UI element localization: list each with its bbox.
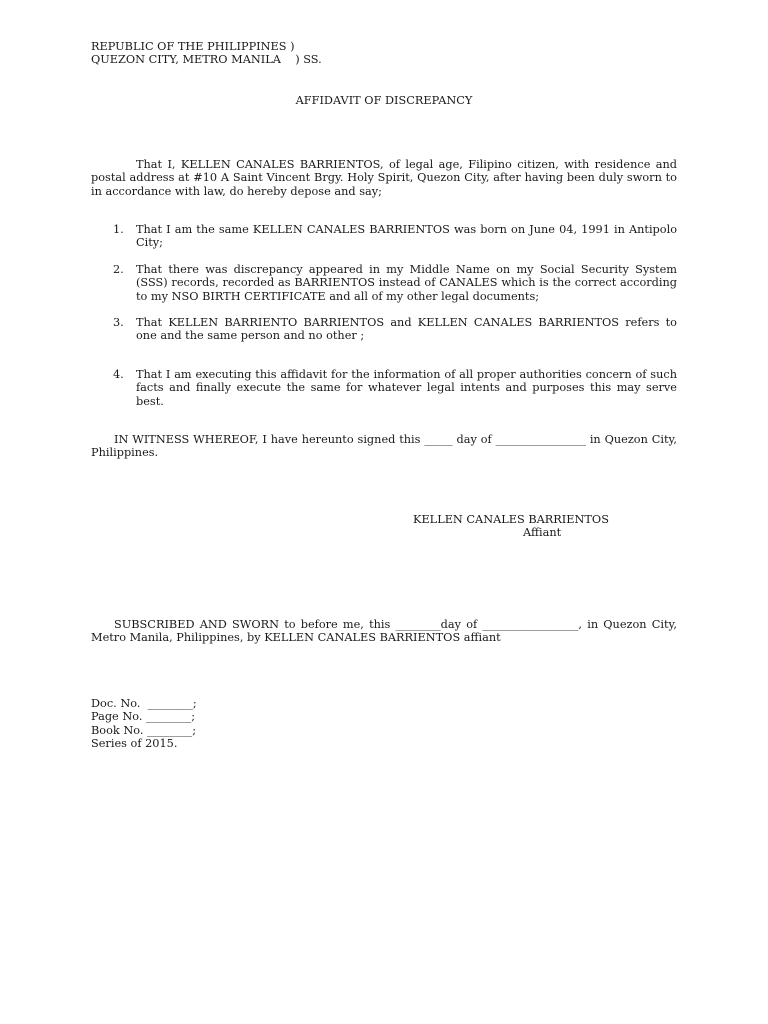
list-item — [113, 368, 677, 408]
list-item-text: That KELLEN BARRIENTO BARRIENTOS and KELLEN CANALES BARRIENTOS refers to one and the same person and no other ; — [136, 316, 677, 343]
series-year: Series of 2015. — [91, 736, 178, 750]
list-item — [113, 263, 677, 303]
list-item-text: That I am the same KELLEN CANALES BARRIENTOS was born on June 04, 1991 in Antipolo City; — [136, 223, 677, 250]
venue-line-republic: REPUBLIC OF THE PHILIPPINES ) — [91, 40, 295, 53]
affiant-name: KELLEN CANALES BARRIENTOS — [413, 513, 609, 526]
venue-header — [91, 40, 322, 67]
list-item-number: 1. — [113, 223, 124, 236]
list-item-number: 3. — [113, 316, 124, 329]
notary-block — [91, 697, 197, 750]
list-item — [113, 223, 677, 250]
affiant-role: Affiant — [523, 526, 562, 540]
list-item-number: 4. — [113, 368, 124, 381]
list-item-text: That I am executing this affidavit for the information of all proper authorities concern of such facts and finally execute the same for whatever legal intents and purposes this may serve best. — [136, 368, 677, 408]
intro-paragraph: That I, KELLEN CANALES BARRIENTOS, of legal age, Filipino citizen, with residence and postal address at #10 A Saint Vincent Brgy. Holy Spirit, Quezon City, after having been duly sworn to in accordance with law, do hereby depose and say; — [91, 158, 677, 198]
book-number: Book No. ________; — [91, 723, 197, 737]
document-title: AFFIDAVIT OF DISCREPANCY — [295, 94, 473, 107]
page-number: Page No. ________; — [91, 710, 195, 724]
list-item-text: That there was discrepancy appeared in my Middle Name on my Social Security System (SSS) records, recorded as BARRIENTOS instead of CANALES which is the correct according to my NSO BIRTH CERTIFICATE and all of my other legal documents; — [136, 263, 677, 303]
subscribed-paragraph: SUBSCRIBED AND SWORN to before me, this ________day of _________________, in Quezon City, Metro Manila, Philippines, by KELLEN CANALES BARRIENTOS affiant — [91, 618, 677, 645]
doc-number: Doc. No. ________; — [91, 697, 197, 710]
signature-block — [413, 513, 609, 540]
list-item — [113, 316, 677, 343]
witness-paragraph: IN WITNESS WHEREOF, I have hereunto signed this _____ day of ________________ in Quezon City, Philippines. — [91, 433, 677, 460]
list-item-number: 2. — [113, 263, 124, 276]
venue-line-city: QUEZON CITY, METRO MANILA ) SS. — [91, 53, 322, 67]
